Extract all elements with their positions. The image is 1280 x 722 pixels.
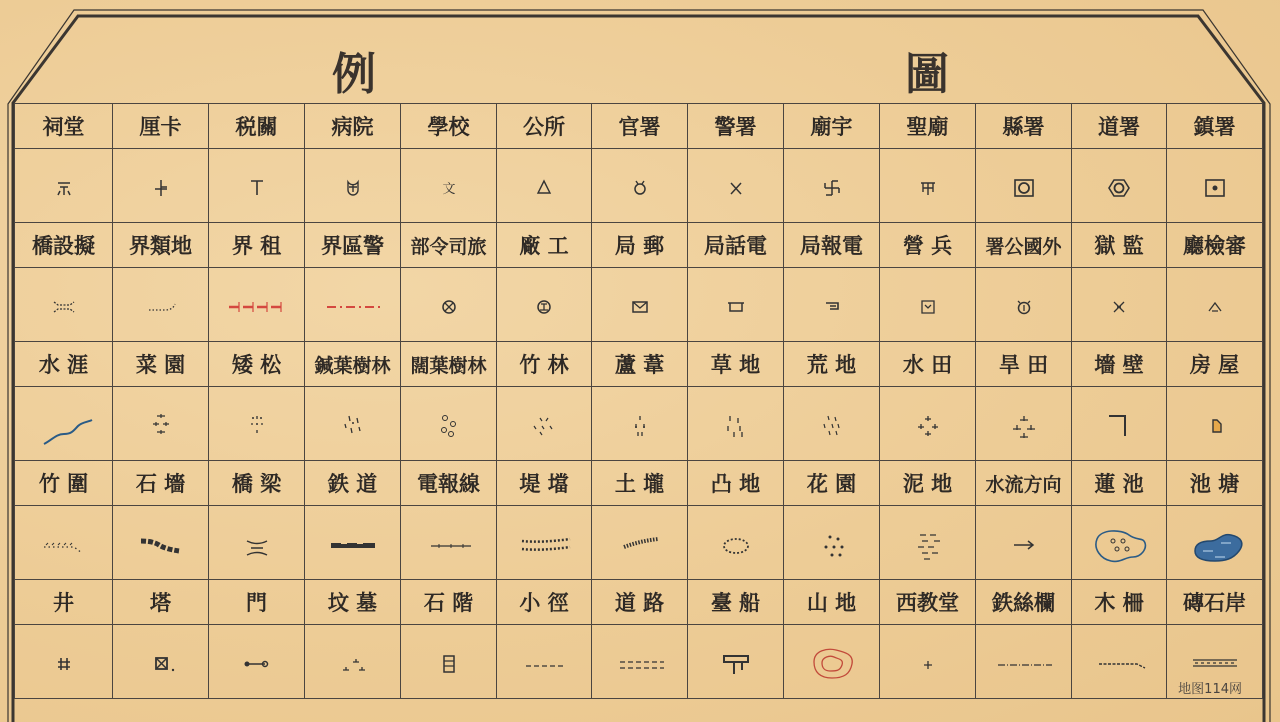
legend-symbol-cell (880, 625, 976, 699)
legend-label: 界 租 (209, 223, 305, 268)
telegraph-line-icon (409, 513, 489, 573)
legend-symbol-cell (976, 625, 1072, 699)
legend-label: 學校 (401, 104, 497, 149)
legend-label: 警署 (688, 104, 784, 149)
post-office-icon (600, 275, 680, 335)
legend-symbol-cell (784, 149, 880, 223)
procuratorate-icon (1175, 275, 1255, 335)
legend-label: 磚石岸 (1167, 580, 1263, 625)
legend-label: 鎮署 (1167, 104, 1263, 149)
legend-label: 墻 壁 (1072, 342, 1167, 387)
legend-label: 臺 船 (688, 580, 784, 625)
mound-icon (696, 513, 776, 573)
legend-symbol-cell (401, 625, 497, 699)
legend-label: 廟宇 (784, 104, 880, 149)
legend-symbol-cell (1167, 387, 1263, 461)
legend-label: 花 園 (784, 461, 880, 506)
legend-symbol-cell (305, 506, 401, 580)
grave-icon (313, 632, 393, 692)
legend-symbol-cell (305, 625, 401, 699)
legend-symbol-cell (305, 268, 401, 342)
legend-symbol-cell (592, 387, 688, 461)
gate-icon (217, 632, 297, 692)
legend-label: 祠堂 (15, 104, 113, 149)
hospital-icon (313, 156, 393, 216)
legend-label: 橋 梁 (209, 461, 305, 506)
legend-table (14, 103, 1263, 699)
mountain-icon (792, 632, 872, 692)
school-icon (409, 156, 489, 216)
legend-symbol-cell (305, 149, 401, 223)
legend-symbol-cell (592, 149, 688, 223)
house-icon (1175, 394, 1255, 454)
water-edge-icon (24, 394, 104, 454)
legend-symbol-cell (880, 268, 976, 342)
wire-fence-icon (984, 632, 1064, 692)
circuit-office-icon (1079, 156, 1159, 216)
church-icon (888, 632, 968, 692)
county-office-icon (984, 156, 1064, 216)
legend-label-row (15, 580, 1263, 625)
legend-label: 房 屋 (1167, 342, 1263, 387)
police-icon (696, 156, 776, 216)
legend-symbol-cell (497, 625, 592, 699)
legend-symbol-cell (1072, 506, 1167, 580)
legend-label: 縣署 (976, 104, 1072, 149)
flower-garden-icon (792, 513, 872, 573)
legend-symbol-row (15, 387, 1263, 461)
legend-label: 凸 地 (688, 461, 784, 506)
legend-label: 荒 地 (784, 342, 880, 387)
legend-symbol-cell (880, 387, 976, 461)
legend-symbol-cell (15, 149, 113, 223)
legend-symbol-row (15, 149, 1263, 223)
legend-label: 聖廟 (880, 104, 976, 149)
vegetable-garden-icon (121, 394, 201, 454)
legend-label: 蓮 池 (1072, 461, 1167, 506)
legend-symbol-cell (497, 268, 592, 342)
legend-symbol-cell (688, 506, 784, 580)
legend-symbol-cell (113, 149, 209, 223)
legend-label: 局話電 (688, 223, 784, 268)
legend-label: 土 壠 (592, 461, 688, 506)
legend-label: 蘆 葦 (592, 342, 688, 387)
temple-icon (792, 156, 872, 216)
bamboo-fence-icon (24, 513, 104, 573)
legend-symbol-cell (401, 268, 497, 342)
land-class-boundary-icon (121, 275, 201, 335)
planned-bridge-icon (24, 275, 104, 335)
legend-symbol-cell (784, 625, 880, 699)
legend-symbol-row (15, 506, 1263, 580)
legend-symbol-cell (401, 506, 497, 580)
legend-label: 池 塘 (1167, 461, 1263, 506)
legend-symbol-cell (880, 506, 976, 580)
legend-symbol-cell (688, 387, 784, 461)
shrine-icon (24, 156, 104, 216)
police-district-boundary-icon (313, 275, 393, 335)
legend-symbol-cell (15, 625, 113, 699)
legend-label: 官署 (592, 104, 688, 149)
customs-icon (217, 156, 297, 216)
legend-symbol-cell (1072, 149, 1167, 223)
foreign-office-icon (984, 275, 1064, 335)
legend-label: 菜 園 (113, 342, 209, 387)
legend-symbol-row (15, 625, 1263, 699)
telephone-office-icon (696, 275, 776, 335)
legend-label: 鉄 道 (305, 461, 401, 506)
wasteland-icon (792, 394, 872, 454)
legend-label: 税關 (209, 104, 305, 149)
legend-label: 堤 壋 (497, 461, 592, 506)
legend-label: 鉄絲欄 (976, 580, 1072, 625)
legend-symbol-cell (688, 149, 784, 223)
well-icon (24, 632, 104, 692)
grassland-icon (696, 394, 776, 454)
legend-symbol-cell (976, 268, 1072, 342)
earth-ridge-icon (600, 513, 680, 573)
legend-label: 竹 林 (497, 342, 592, 387)
legend-label: 草 地 (688, 342, 784, 387)
legend-label: 水 田 (880, 342, 976, 387)
wooden-fence-icon (1079, 632, 1159, 692)
legend-label: 道 路 (592, 580, 688, 625)
legend-label-row (15, 461, 1263, 506)
legend-symbol-cell (497, 149, 592, 223)
legend-label: 署公國外 (976, 223, 1072, 268)
wall-icon (1079, 394, 1159, 454)
legend-symbol-cell (688, 268, 784, 342)
legend-label: 石 階 (401, 580, 497, 625)
town-office-icon (1175, 156, 1255, 216)
mud-flat-icon (888, 513, 968, 573)
legend-symbol-cell (784, 387, 880, 461)
legend-symbol-cell (1167, 268, 1263, 342)
legend-label: 營 兵 (880, 223, 976, 268)
legend-label: 界區警 (305, 223, 401, 268)
title-char-right: 圖 (905, 49, 949, 100)
legend-label: 廠 工 (497, 223, 592, 268)
legend-label: 井 (15, 580, 113, 625)
legend-label: 塔 (113, 580, 209, 625)
legend-label-row (15, 104, 1263, 149)
legend-symbol-cell (15, 268, 113, 342)
legend-label: 泥 地 (880, 461, 976, 506)
legend-label: 小 徑 (497, 580, 592, 625)
stone-wall-icon (121, 513, 201, 573)
legend-label: 厘卡 (113, 104, 209, 149)
legend-label: 木 柵 (1072, 580, 1167, 625)
broadleaf-forest-icon (409, 394, 489, 454)
legend-symbol-cell (497, 387, 592, 461)
legend-symbol-cell (976, 149, 1072, 223)
legend-symbol-cell (1072, 387, 1167, 461)
legend-symbol-cell (1072, 268, 1167, 342)
dwarf-pine-icon (217, 394, 297, 454)
legend-symbol-cell (784, 506, 880, 580)
road-icon (600, 632, 680, 692)
legend-label: 竹 圍 (15, 461, 113, 506)
likin-icon (121, 156, 201, 216)
svg-text:文: 文 (441, 181, 456, 197)
concession-boundary-icon (217, 275, 297, 335)
legend-label: 廳檢審 (1167, 223, 1263, 268)
legend-label-row (15, 342, 1263, 387)
legend-symbol-cell (305, 387, 401, 461)
footpath-icon (504, 632, 584, 692)
legend-symbol-cell (15, 506, 113, 580)
pagoda-icon (121, 632, 201, 692)
legend-label: 獄 監 (1072, 223, 1167, 268)
legend-symbol-cell (592, 268, 688, 342)
prison-icon (1079, 275, 1159, 335)
bridge-icon (217, 513, 297, 573)
legend-label: 矮 松 (209, 342, 305, 387)
legend-label: 道署 (1072, 104, 1167, 149)
legend-label: 水 涯 (15, 342, 113, 387)
dry-field-icon (984, 394, 1064, 454)
reed-icon (600, 394, 680, 454)
legend-symbol-cell (1167, 149, 1263, 223)
brigade-hq-icon (409, 275, 489, 335)
legend-symbol-cell (592, 506, 688, 580)
legend-symbol-cell (497, 506, 592, 580)
legend-label: 公所 (497, 104, 592, 149)
legend-symbol-cell (209, 268, 305, 342)
factory-icon (504, 275, 584, 335)
barracks-icon (888, 275, 968, 335)
telegraph-office-icon (792, 275, 872, 335)
legend-symbol-cell (113, 625, 209, 699)
legend-symbol-cell (15, 387, 113, 461)
legend-label: 山 地 (784, 580, 880, 625)
bamboo-grove-icon (504, 394, 584, 454)
title-char-left: 例 (332, 49, 376, 100)
dike-icon (504, 513, 584, 573)
legend-symbol-cell (209, 625, 305, 699)
legend-symbol-cell (209, 149, 305, 223)
legend-symbol-cell (976, 506, 1072, 580)
government-office-icon (600, 156, 680, 216)
legend-symbol-cell (113, 268, 209, 342)
paddy-field-icon (888, 394, 968, 454)
legend-label: 界類地 (113, 223, 209, 268)
legend-label: 局報電 (784, 223, 880, 268)
legend-label: 闊葉樹林 (401, 342, 497, 387)
legend-symbol-cell (209, 506, 305, 580)
legend-symbol-cell (113, 387, 209, 461)
legend-label: 橋設擬 (15, 223, 113, 268)
legend-symbol-cell (1167, 506, 1263, 580)
watermark-text: 地图114网 (1178, 682, 1242, 697)
legend-label-row (15, 223, 1263, 268)
legend-symbol-cell (976, 387, 1072, 461)
legend-label: 旱 田 (976, 342, 1072, 387)
legend-symbol-cell (1072, 625, 1167, 699)
legend-label: 病院 (305, 104, 401, 149)
coniferous-forest-icon (313, 394, 393, 454)
legend-symbol-cell (592, 625, 688, 699)
legend-label: 電報線 (401, 461, 497, 506)
legend-label: 水流方向 (976, 461, 1072, 506)
legend-symbol-cell (880, 149, 976, 223)
lotus-pond-icon (1079, 513, 1159, 573)
legend-label: 局 郵 (592, 223, 688, 268)
legend-symbol-cell (688, 625, 784, 699)
flow-direction-icon (984, 513, 1064, 573)
legend-symbol-cell (784, 268, 880, 342)
railway-icon (313, 513, 393, 573)
legend-symbol-row (15, 268, 1263, 342)
legend-symbol-cell (209, 387, 305, 461)
stone-steps-icon (409, 632, 489, 692)
legend-symbol-cell (113, 506, 209, 580)
legend-label: 坟 墓 (305, 580, 401, 625)
legend-symbol-cell (401, 149, 497, 223)
legend-label: 西教堂 (880, 580, 976, 625)
legend-label: 鍼葉樹林 (305, 342, 401, 387)
legend-label: 石 墻 (113, 461, 209, 506)
legend-symbol-cell (401, 387, 497, 461)
legend-label: 門 (209, 580, 305, 625)
public-office-icon (504, 156, 584, 216)
confucian-temple-icon (888, 156, 968, 216)
ship-platform-icon (696, 632, 776, 692)
pond-icon (1175, 513, 1255, 573)
legend-label: 部令司旅 (401, 223, 497, 268)
